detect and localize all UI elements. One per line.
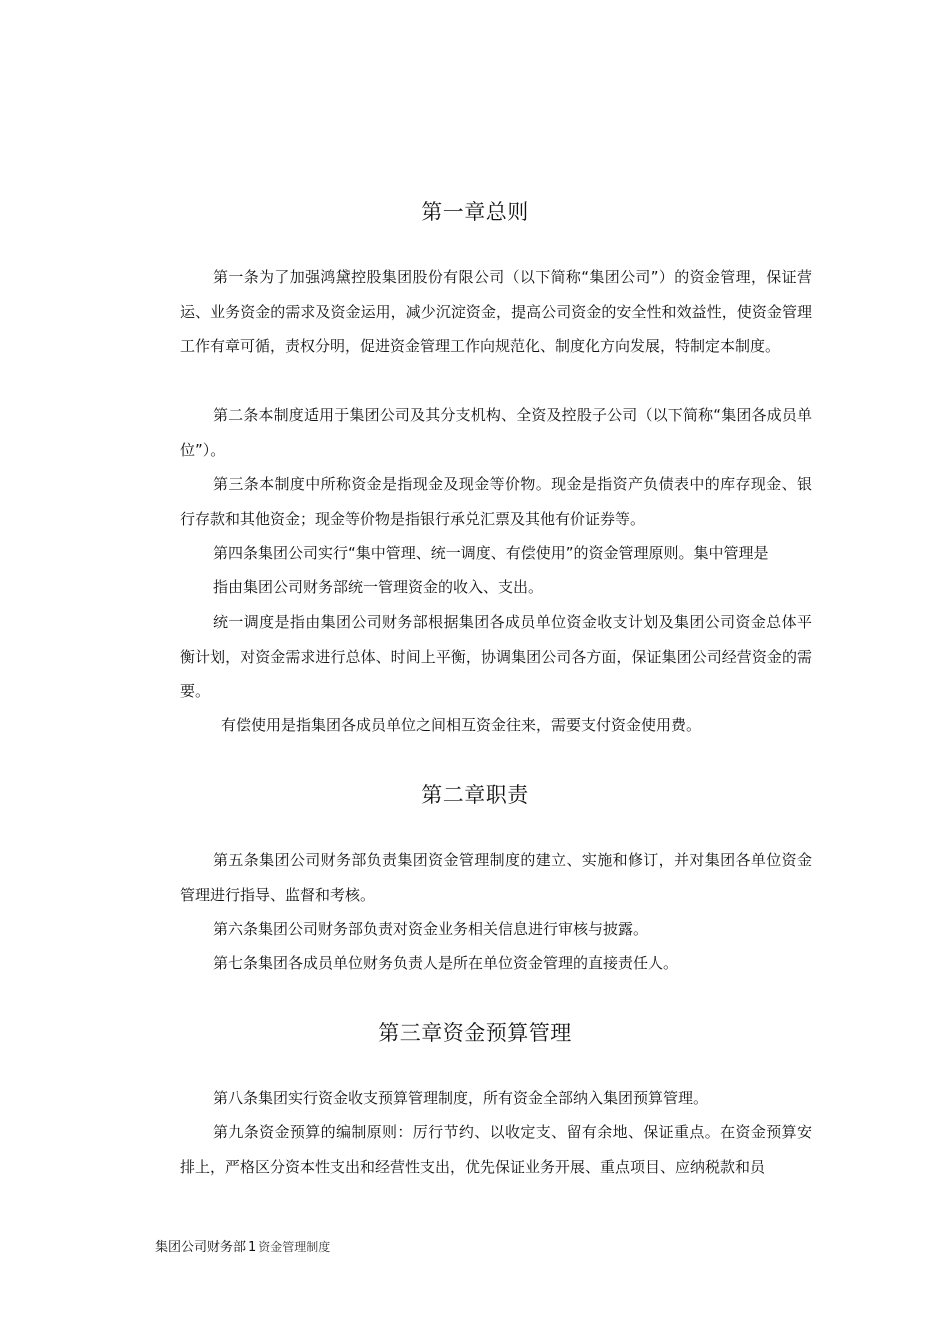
chapter-1-title: 第一章总则	[421, 200, 529, 224]
chapter-2-title: 第二章职责	[421, 783, 529, 807]
article-4-cont: 指由集团公司财务部统一管理资金的收入、支出。	[213, 578, 544, 596]
article-8: 第八条集团实行资金收支预算管理制度，所有资金全部纳入集团预算管理。	[213, 1089, 709, 1107]
article-4: 第四条集团公司实行“集中管理、统一调度、有偿使用”的资金管理原则。集中管理是	[213, 544, 769, 562]
article-5: 第五条集团公司财务部负责集团资金管理制度的建立、实施和修订，并对集团各单位资金管理进行指导、监督和考核。	[180, 851, 812, 904]
article-6: 第六条集团公司财务部负责对资金业务相关信息进行审核与披露。	[213, 920, 649, 938]
footer-department: 集团公司财务部	[155, 1240, 247, 1255]
article-9: 第九条资金预算的编制原则：厉行节约、以收定支、留有余地、保证重点。在资金预算安排上，严格区分资本性支出和经营性支出，优先保证业务开展、重点项目、应纳税款和员	[180, 1123, 812, 1176]
article-1: 第一条为了加强鸿黛控股集团股份有限公司（以下简称“集团公司”）的资金管理，保证营运、业务资金的需求及资金运用，减少沉淀资金，提高公司资金的安全性和效益性，使资金管理工作有章可循，责权分明，促进资金管理工作向规范化、制度化方向发展，特制定本制度。	[180, 268, 812, 355]
article-3: 第三条本制度中所称资金是指现金及现金等价物。现金是指资产负债表中的库存现金、银行存款和其他资金；现金等价物是指银行承兑汇票及其他有价证券等。	[180, 475, 812, 528]
page-footer	[155, 1236, 330, 1255]
chapter-3-title: 第三章资金预算管理	[378, 1021, 572, 1045]
footer-doc-title: 资金管理制度	[258, 1240, 331, 1254]
article-4-paid-use: 有偿使用是指集团各成员单位之间相互资金往来，需要支付资金使用费。	[221, 716, 702, 734]
article-4-unified-dispatch: 统一调度是指由集团公司财务部根据集团各成员单位资金收支计划及集团公司资金总体平衡计划，对资金需求进行总体、时间上平衡，协调集团公司各方面，保证集团公司经营资金的需要。	[180, 613, 812, 700]
article-2: 第二条本制度适用于集团公司及其分支机构、全资及控股子公司（以下简称“集团各成员单位”）。	[180, 406, 812, 459]
page-number: 1	[248, 1240, 257, 1255]
article-7: 第七条集团各成员单位财务负责人是所在单位资金管理的直接责任人。	[213, 954, 679, 972]
